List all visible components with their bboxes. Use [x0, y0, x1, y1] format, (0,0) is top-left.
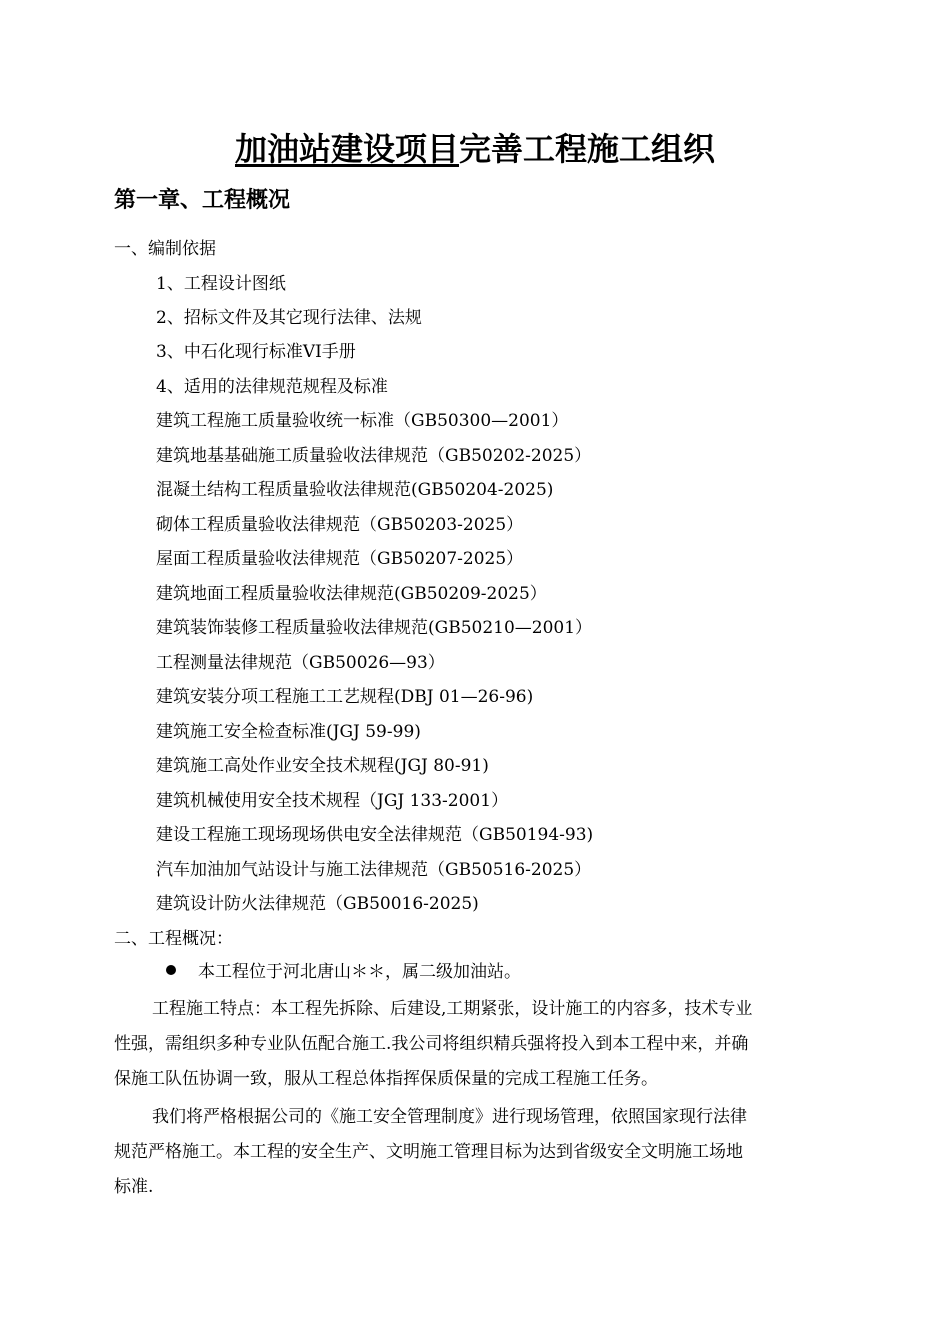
standard-item: 工程测量法律规范（GB50026—93） [156, 653, 445, 673]
standard-item: 建筑施工安全检查标准(JGJ 59-99) [156, 722, 421, 742]
standard-item: 建筑地基基础施工质量验收法律规范（GB50202-2025） [156, 446, 592, 466]
paragraph-line: 我们将严格根据公司的《施工安全管理制度》进行现场管理，依照国家现行法律 [152, 1107, 747, 1127]
standard-item: 建设工程施工现场现场供电安全法律规范（GB50194-93) [156, 825, 594, 845]
standard-item: 屋面工程质量验收法律规范（GB50207-2025） [156, 549, 524, 569]
paragraph-line: 保施工队伍协调一致，服从工程总体指挥保质保量的完成工程施工任务。 [114, 1069, 658, 1089]
standard-item: 建筑安装分项工程施工工艺规程(DBJ 01—26-96) [156, 687, 534, 707]
standard-item: 建筑施工高处作业安全技术规程(JGJ 80-91) [156, 756, 489, 776]
title-rest-part: 完善工程施工组织 [459, 130, 716, 168]
standard-item: 汽车加油加气站设计与施工法律规范（GB50516-2025） [156, 860, 592, 880]
standard-item: 建筑装饰装修工程质量验收法律规范(GB50210—2001） [156, 618, 593, 638]
paragraph-line: 标准. [114, 1177, 154, 1197]
chapter-heading: 第一章、工程概况 [114, 187, 291, 213]
basis-item: 1、工程设计图纸 [156, 274, 286, 294]
standard-item: 砌体工程质量验收法律规范（GB50203-2025） [156, 515, 524, 535]
title-underlined-part: 加油站建设项目 [234, 130, 459, 168]
document-title [0, 124, 950, 174]
overview-paragraph-management [114, 1100, 838, 1205]
overview-bullet-item [160, 958, 521, 986]
standard-item: 建筑机械使用安全技术规程（JGJ 133-2001） [156, 791, 509, 811]
basis-item: 2、招标文件及其它现行法律、法规 [156, 308, 422, 328]
bullet-dot-icon [166, 965, 176, 975]
section-heading-basis: 一、编制依据 [114, 239, 216, 259]
standard-item: 混凝土结构工程质量验收法律规范(GB50204-2025) [156, 480, 554, 500]
overview-paragraph-features [114, 992, 838, 1097]
overview-bullet-text: 本工程位于河北唐山＊＊，属二级加油站。 [198, 962, 521, 982]
standard-item: 建筑设计防火法律规范（GB50016-2025) [156, 894, 479, 914]
standard-item: 建筑地面工程质量验收法律规范(GB50209-2025） [156, 584, 547, 604]
basis-item: 3、中石化现行标准VI手册 [156, 342, 356, 362]
paragraph-line: 性强，需组织多种专业队伍配合施工.我公司将组织精兵强将投入到本工程中来，并确 [114, 1034, 749, 1054]
paragraph-line: 工程施工特点：本工程先拆除、后建设,工期紧张，设计施工的内容多，技术专业 [152, 999, 753, 1019]
basis-item: 4、适用的法律规范规程及标准 [156, 377, 388, 397]
paragraph-line: 规范严格施工。本工程的安全生产、文明施工管理目标为达到省级安全文明施工场地 [114, 1142, 743, 1162]
section-heading-overview: 二、工程概况： [114, 929, 233, 949]
standard-item: 建筑工程施工质量验收统一标准（GB50300—2001） [156, 411, 569, 431]
